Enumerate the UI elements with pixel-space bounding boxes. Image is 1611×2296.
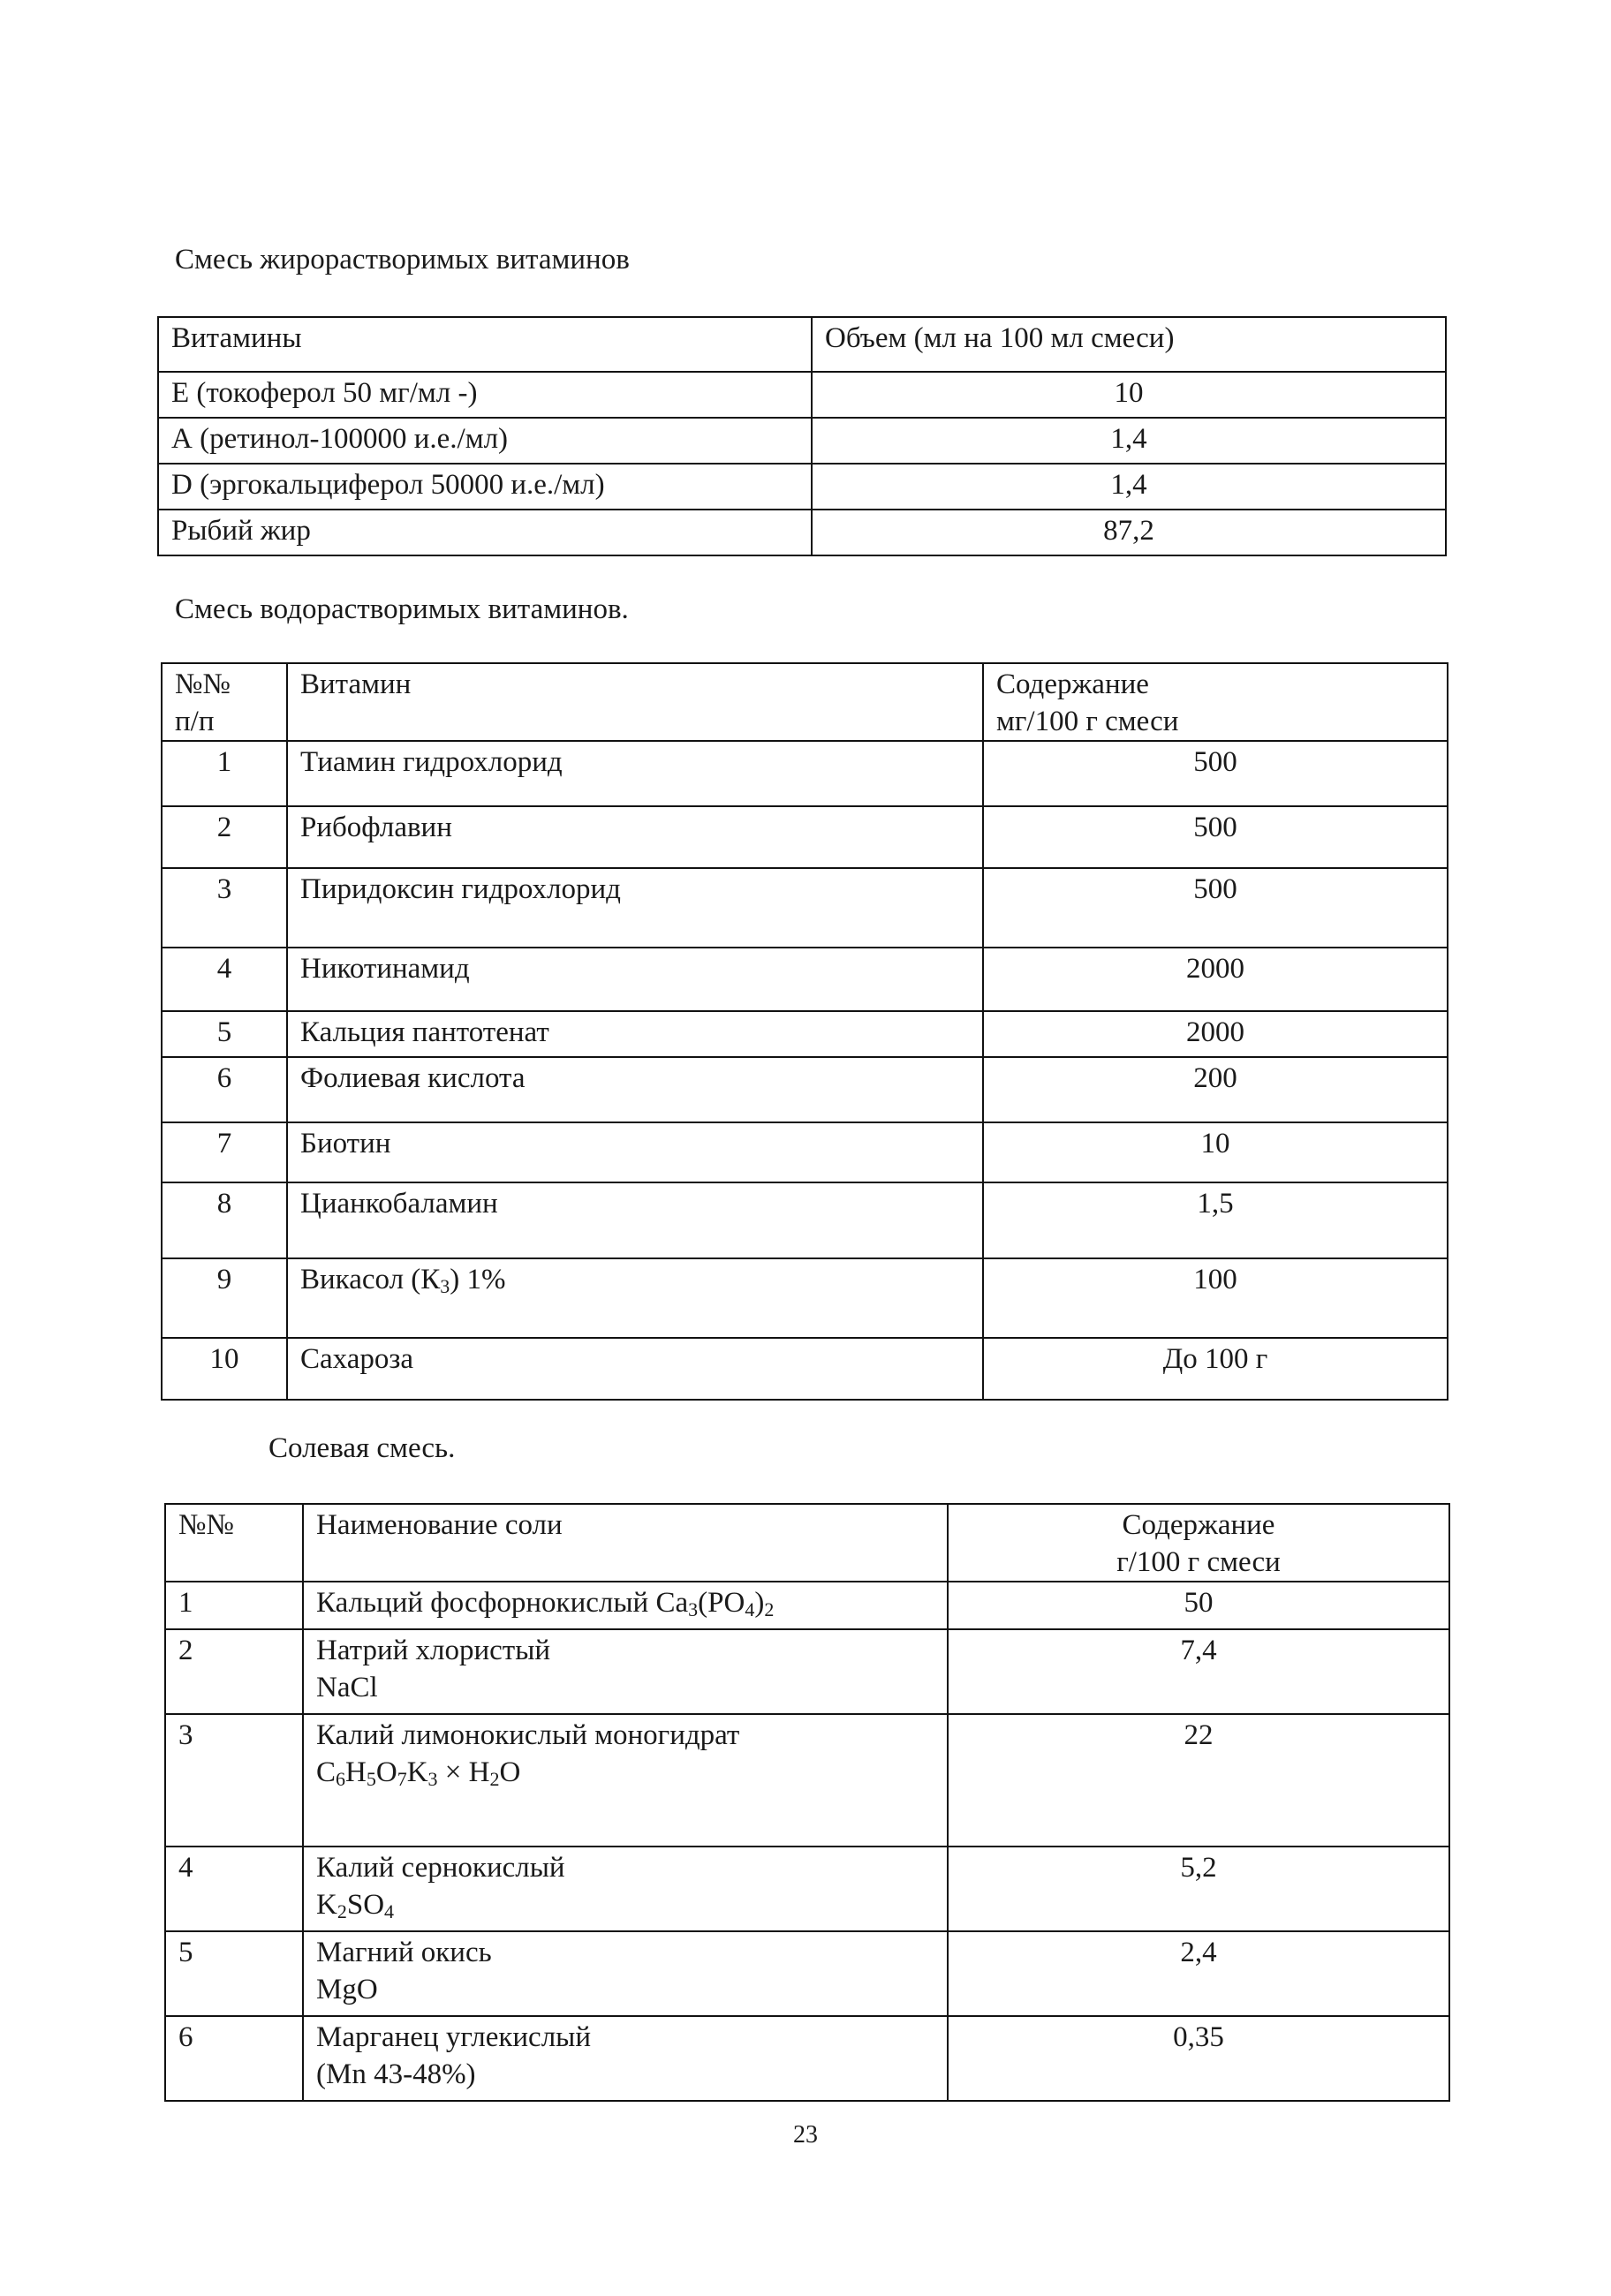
- table-row: [158, 510, 1446, 555]
- salt-name-text: Натрий хлористый: [316, 1635, 551, 1666]
- table-row: [162, 868, 1448, 948]
- salt-formula: $Ca_3(PO_4)_2$: [655, 1587, 775, 1620]
- row-number: 5: [165, 1931, 303, 2016]
- header-content: [948, 1504, 1449, 1582]
- table-header-row: [165, 1504, 1449, 1582]
- row-number: 6: [162, 1057, 287, 1122]
- salt-mix-title: Солевая смесь.: [268, 1432, 456, 1464]
- vitamin-name: D (эргокальциферол 50000 и.е./мл): [158, 464, 812, 510]
- vitamin-content: 500: [983, 868, 1448, 948]
- row-number: 10: [162, 1338, 287, 1400]
- vitamin-name: Биотин: [287, 1122, 983, 1182]
- table-row: [162, 1122, 1448, 1182]
- salt-content: 5,2: [948, 1847, 1449, 1931]
- table-row: [162, 741, 1448, 806]
- row-number: 9: [162, 1258, 287, 1338]
- header-vitamins: Витамины: [158, 317, 812, 372]
- row-number: 7: [162, 1122, 287, 1182]
- vitamin-name-part: ) 1%: [450, 1264, 506, 1295]
- row-number: 6: [165, 2016, 303, 2101]
- row-number: 1: [162, 741, 287, 806]
- header-content: [983, 663, 1448, 741]
- vitamin-content: 500: [983, 741, 1448, 806]
- row-number: 4: [165, 1847, 303, 1931]
- vitamin-name: [287, 1258, 983, 1338]
- vitamin-content: До 100 г: [983, 1338, 1448, 1400]
- table-row: [162, 948, 1448, 1011]
- salt-content: 2,4: [948, 1931, 1449, 2016]
- header-number-line1: №№: [175, 668, 231, 700]
- vitamin-name-part: Викасол (К: [300, 1264, 441, 1295]
- salt-formula: (Mn 43-48%): [316, 2058, 476, 2090]
- vitamin-name: А (ретинол-100000 и.е./мл): [158, 418, 812, 464]
- salt-mix-table: [164, 1503, 1450, 2102]
- vitamin-content: 2000: [983, 1011, 1448, 1057]
- header-salt-name: Наименование соли: [303, 1504, 948, 1582]
- table-row: [165, 2016, 1449, 2101]
- vitamin-name: Е (токоферол 50 мг/мл -): [158, 372, 812, 418]
- table-row: [158, 418, 1446, 464]
- salt-name: [303, 1847, 948, 1931]
- header-volume: Объем (мл на 100 мл смеси): [812, 317, 1446, 372]
- salt-content: 0,35: [948, 2016, 1449, 2101]
- table-row: [165, 1582, 1449, 1629]
- vitamin-content: 100: [983, 1258, 1448, 1338]
- row-number: 3: [165, 1714, 303, 1847]
- salt-formula: $C_6H_5O_7K_3 \times H_2O$: [316, 1756, 521, 1790]
- table-row: [165, 1931, 1449, 2016]
- salt-name: [303, 1629, 948, 1714]
- vitamin-name: Тиамин гидрохлорид: [287, 741, 983, 806]
- salt-name-text: Калий лимонокислый моногидрат: [316, 1719, 740, 1751]
- water-soluble-table: [161, 662, 1448, 1401]
- table-row: [162, 1057, 1448, 1122]
- vitamin-content: 500: [983, 806, 1448, 868]
- salt-content: 22: [948, 1714, 1449, 1847]
- vitamin-name: Сахароза: [287, 1338, 983, 1400]
- row-number: 2: [162, 806, 287, 868]
- vitamin-name: Кальция пантотенат: [287, 1011, 983, 1057]
- table-row: [158, 372, 1446, 418]
- vitamin-content: 2000: [983, 948, 1448, 1011]
- header-content-line1: Содержание: [1122, 1509, 1275, 1541]
- table-header-row: [162, 663, 1448, 741]
- salt-name: [303, 1931, 948, 2016]
- vitamin-name: Рибофлавин: [287, 806, 983, 868]
- vitamin-volume: 1,4: [812, 418, 1446, 464]
- table-row: [158, 464, 1446, 510]
- salt-formula: MgO: [316, 1974, 378, 2005]
- row-number: 8: [162, 1182, 287, 1258]
- vitamin-name: Фолиевая кислота: [287, 1057, 983, 1122]
- vitamin-name: Пиридоксин гидрохлорид: [287, 868, 983, 948]
- fat-soluble-table: [157, 316, 1447, 556]
- header-content-line1: Содержание: [996, 668, 1149, 700]
- table-row: [162, 1258, 1448, 1338]
- salt-name: [303, 1714, 948, 1847]
- vitamin-volume: 1,4: [812, 464, 1446, 510]
- row-number: 1: [165, 1582, 303, 1629]
- vitamin-content: 1,5: [983, 1182, 1448, 1258]
- fat-soluble-title: Смесь жирорастворимых витаминов: [175, 244, 630, 276]
- row-number: 5: [162, 1011, 287, 1057]
- page-number: 23: [793, 2121, 818, 2149]
- salt-name: [303, 2016, 948, 2101]
- row-number: 3: [162, 868, 287, 948]
- table-row: [162, 1338, 1448, 1400]
- header-content-line2: г/100 г смеси: [1116, 1546, 1281, 1578]
- salt-name-text: Марганец углекислый: [316, 2021, 592, 2053]
- vitamin-name: Рыбий жир: [158, 510, 812, 555]
- vitamin-name-subscript: 3: [440, 1275, 450, 1297]
- salt-formula: NaCl: [316, 1672, 378, 1703]
- vitamin-content: 200: [983, 1057, 1448, 1122]
- header-vitamin: Витамин: [287, 663, 983, 741]
- table-row: [162, 1182, 1448, 1258]
- vitamin-volume: 10: [812, 372, 1446, 418]
- vitamin-name: Цианкобаламин: [287, 1182, 983, 1258]
- header-number-line2: п/п: [175, 706, 215, 737]
- table-row: [162, 1011, 1448, 1057]
- table-row: [165, 1714, 1449, 1847]
- salt-name-text: Калий сернокислый: [316, 1852, 565, 1884]
- salt-name-text: Магний окись: [316, 1937, 492, 1968]
- vitamin-name: Никотинамид: [287, 948, 983, 1011]
- salt-name-text: Кальций фосфорнокислый: [316, 1587, 649, 1619]
- water-soluble-title: Смесь водорастворимых витаминов.: [175, 593, 629, 625]
- table-row: [165, 1847, 1449, 1931]
- row-number: 2: [165, 1629, 303, 1714]
- salt-content: 50: [948, 1582, 1449, 1629]
- header-number: №№: [165, 1504, 303, 1582]
- header-content-line2: мг/100 г смеси: [996, 706, 1179, 737]
- table-header-row: [158, 317, 1446, 372]
- vitamin-content: 10: [983, 1122, 1448, 1182]
- row-number: 4: [162, 948, 287, 1011]
- vitamin-volume: 87,2: [812, 510, 1446, 555]
- table-row: [162, 806, 1448, 868]
- table-row: [165, 1629, 1449, 1714]
- header-number: [162, 663, 287, 741]
- salt-content: 7,4: [948, 1629, 1449, 1714]
- salt-name: [303, 1582, 948, 1629]
- salt-formula: $K_2SO_4$: [316, 1889, 395, 1922]
